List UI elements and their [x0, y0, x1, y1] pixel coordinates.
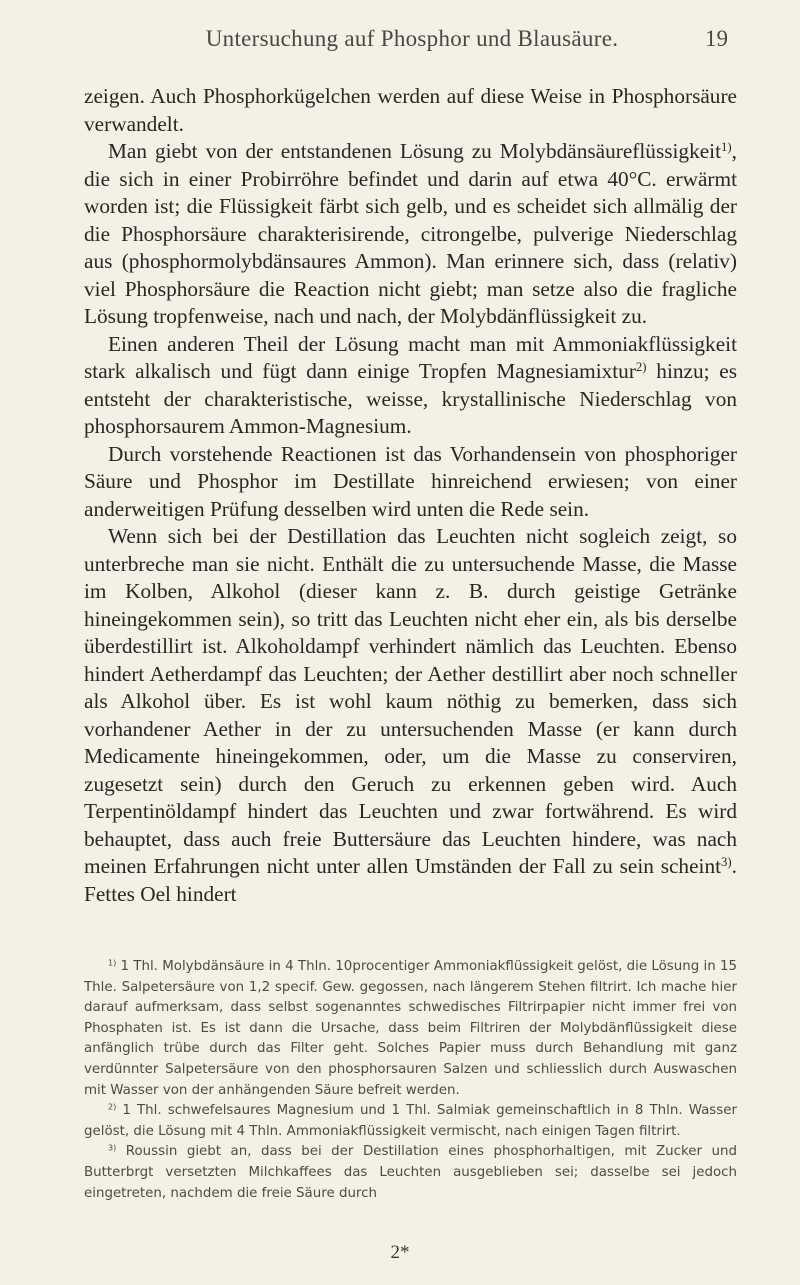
paragraph-text: zeigen. Auch Phosphorkügelchen werden auf diese Weise in Phosphorsäure verwandelt. [84, 84, 737, 136]
footnote-text: 1 Thl. schwefelsaures Magnesium und 1 Thl. Salmiak gemeinschaftlich in 8 Thln. Wasser gelöst, die Lösung mit 4 Thln. Ammoniakflüssigkeit vermischt, nach einigen Tagen filtrirt. [84, 1103, 737, 1139]
footnote-ref: 1) [721, 139, 732, 154]
footnote-3 [84, 1142, 737, 1204]
paragraph-text: Einen anderen Theil der Lösung macht man mit Ammoniakflüssigkeit stark alkalisch und fügt dann einige Tropfen Magnesiamixtur [84, 331, 737, 383]
page-number: 19 [705, 26, 728, 51]
paragraph-text: Wenn sich bei der Destillation das Leuchten nicht sogleich zeigt, so unterbreche man sie nicht. Enthält die zu untersuchende Masse, die Masse im Kolben, Alkohol (dieser kann z. B. durch geistige Getränke hineingekommen sein), so tritt das Leuchten nicht eher ein, als bis derselbe überdestillirt ist. Alkoholdampf verhindert nämlich das Leuchten. Ebenso hindert Aetherdampf das Leuchten; der Aether destillirt aber noch schneller als Alkohol über. Es ist wohl kaum nöthig zu bemerken, dass sich vorhandener Aether in der zu untersuchenden Masse (er kann durch Medicamente hineingekommen, oder, um die Masse zu conserviren, zugesetzt sein) durch den Geruch zu erkennen geben wird. Auch Terpentinöldampf hindert das Leuchten und zwar fortwährend. Es wird behauptet, dass auch freie Buttersäure das Leuchten hindere, was nach meinen Erfahrungen nicht unter allen Umständen der Fall zu sein scheint [84, 524, 737, 878]
footnote-2 [84, 1101, 737, 1142]
footnote-ref: 2) [635, 359, 647, 374]
signature-mark [0, 1242, 800, 1264]
footnote-text: 1 Thl. Molybdänsäure in 4 Thln. 10procentiger Ammoniakflüssigkeit gelöst, die Lösung in 15 Thle. Salpetersäure von 1,2 specif. Gew. gegossen, nach längerem Stehen filtrirt. Ich mache hier darauf aufmerksam, dass selbst sogenanntes schwedisches Filtrirpapier nicht immer frei von Phosphaten ist. Es ist dann die Ursache, dass beim Filtriren der Molybdänflüssigkeit diese anfänglich trübe durch das Filter geht. Solches Papier muss durch Behandlung mit ganz verdünnter Salpetersäure von den phosphorsauren Salzen und schliesslich durch Auswaschen mit Wasser von der anhängenden Säure befreit werden. [84, 959, 737, 1098]
footnote-1 [84, 957, 737, 1101]
paragraph [84, 83, 737, 138]
footnote-text: Roussin giebt an, dass bei der Destillation eines phosphorhaltigen, mit Zucker und Butterbrgt versetzten Milchkaffees das Leuchten ausgeblieben sei; dasselbe sei jedoch eingetreten, nachdem die freie Säure durch [84, 1144, 737, 1201]
paragraph-text: , die sich in einer Probirröhre befindet und darin auf etwa 40°C. erwärmt worden ist; die Flüssigkeit färbt sich gelb, und es scheidet sich allmälig der die Phosphorsäure charakterisirende, citrongelbe, pulverige Niederschlag aus (phosphormolybdänsaures Ammon). Man erinnere sich, dass (relativ) viel Phosphorsäure die Reaction nicht giebt; man setze also die fragliche Lösung tropfenweise, nach und nach, der Molybdänflüssigkeit zu. [84, 139, 737, 328]
footnote-marker: 3) [108, 1143, 117, 1153]
paragraph [84, 523, 737, 908]
page-header [84, 26, 740, 62]
footnote-ref: 3) [721, 854, 732, 869]
paragraph-text: Durch vorstehende Reactionen ist das Vorhandensein von phosphoriger Säure und Phosphor im Destillate hinreichend erwiesen; von einer anderweitigen Prüfung desselben wird unten die Rede sein. [84, 441, 737, 521]
main-text [84, 83, 737, 908]
signature-text: 2* [390, 1242, 410, 1263]
paragraph-text: hinzu; es entsteht der charakteristische, weisse, krystallinische Niederschlag von phosphorsaurem Ammon-Magnesium. [84, 359, 737, 438]
paragraph [84, 441, 737, 524]
footnote-marker: 2) [108, 1102, 117, 1112]
paragraph-text: . Fettes Oel hindert [84, 854, 737, 906]
paragraph [84, 138, 737, 331]
paragraph-text: Man giebt von der entstandenen Lösung zu Molybdänsäureflüssigkeit [108, 139, 722, 163]
footnote-marker: 1) [108, 958, 117, 968]
paragraph [84, 331, 737, 441]
footnotes [84, 957, 737, 1204]
running-title: Untersuchung auf Phosphor und Blausäure. [205, 26, 619, 51]
